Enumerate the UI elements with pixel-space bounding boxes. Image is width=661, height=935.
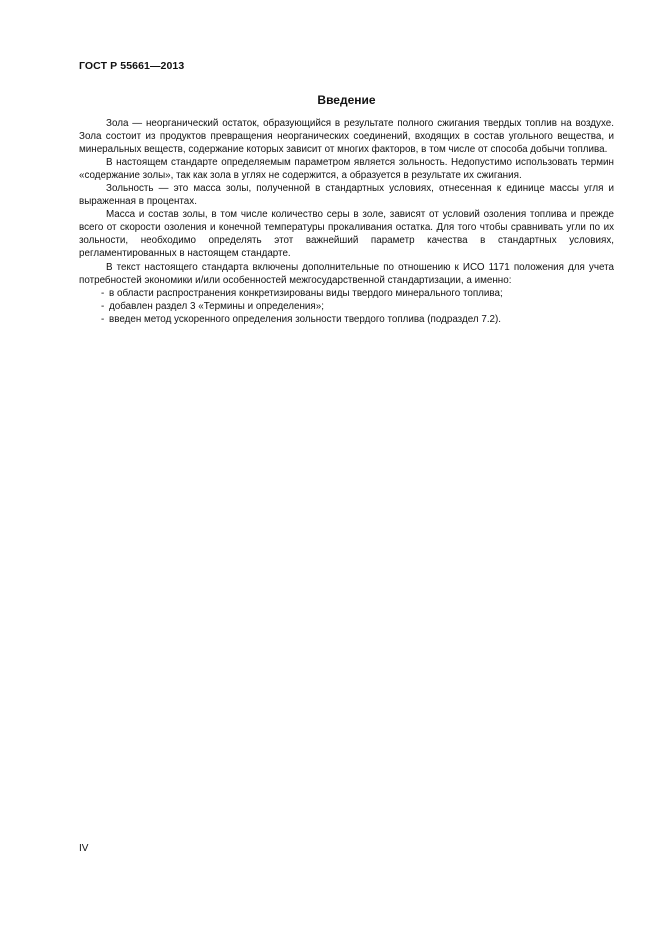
paragraph-ash-yield-definition: Зольность — это масса золы, полученной в стандартных условиях, отнесенная к единице массы угля и выраженная в процентах. <box>79 183 614 208</box>
list-bullet: - <box>101 300 105 312</box>
page-number: IV <box>79 843 89 854</box>
list-bullet: - <box>101 287 105 299</box>
list-item <box>79 300 614 313</box>
paragraph-ash-composition: Масса и состав золы, в том числе количество серы в золе, зависят от условий озоления топлива и прежде всего от скорости озоления и конечной температуры прокаливания остатка. Для того чтобы сравнивать угли по их зольности, необходимо определять этот важнейший параметр качества в стандартных условиях, регламентированных в настоящем стандарте. <box>79 209 614 260</box>
introduction-body <box>79 117 614 326</box>
paragraph-ash-definition: Зола — неорганический остаток, образующийся в результате полного сжигания твердых топлив на воздухе. Зола состоит из продуктов превращения неорганических соединений, входящих в состав угольного вещества, и минеральных веществ, содержание которых зависит от многих факторов, в том числе от способа добычи топлива. <box>79 118 614 156</box>
list-item-text: введен метод ускоренного определения зольности твердого топлива (подраздел 7.2). <box>109 313 502 325</box>
list-item-text: в области распространения конкретизированы виды твердого минерального топлива; <box>109 287 503 299</box>
list-item <box>79 313 614 326</box>
additions-list <box>79 287 614 326</box>
section-title: Введение <box>317 93 376 107</box>
list-item-text: добавлен раздел 3 «Термины и определения»; <box>109 300 324 312</box>
list-bullet: - <box>101 313 105 325</box>
paragraph-iso-additions: В текст настоящего стандарта включены дополнительные по отношению к ИСО 1171 положения для учета потребностей экономики и/или особенностей межгосударственной стандартизации, а именно: <box>79 261 614 286</box>
paragraph-ash-content-term: В настоящем стандарте определяемым параметром является зольность. Недопустимо использовать термин «содержание золы», так как зола в углях не содержится, а образуется в результате их сжигания. <box>79 157 614 182</box>
list-item <box>79 287 614 300</box>
standard-code-header: ГОСТ Р 55661—2013 <box>79 60 185 72</box>
